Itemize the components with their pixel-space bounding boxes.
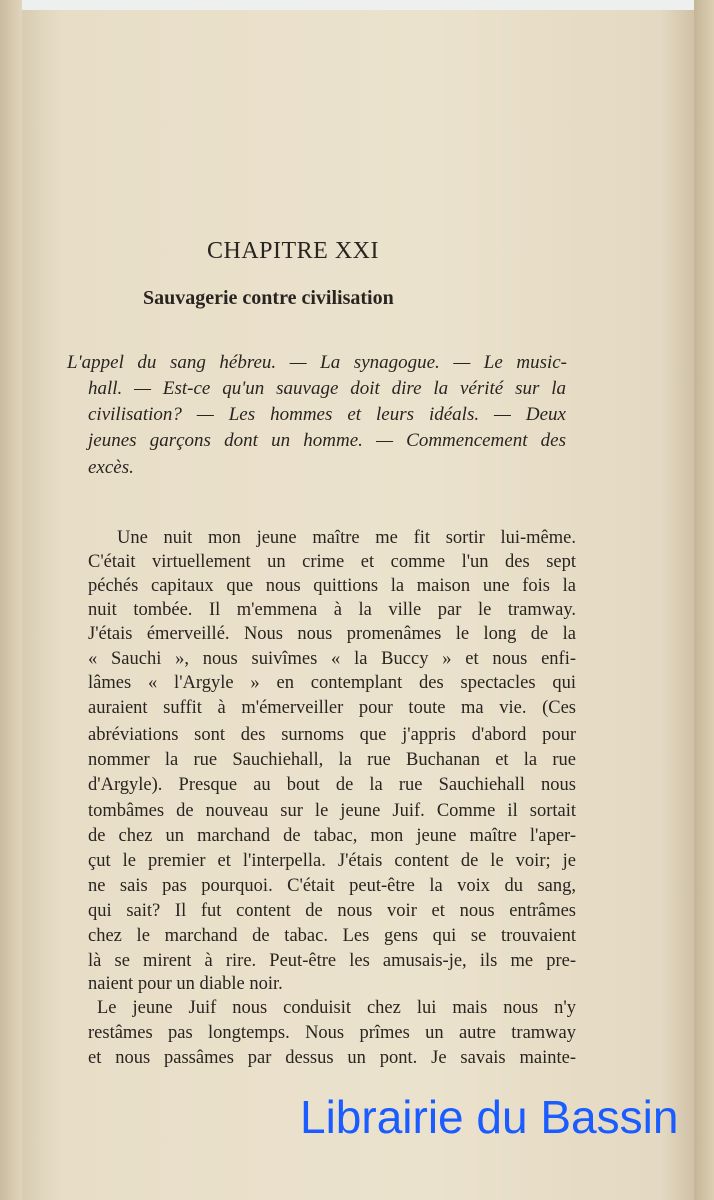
body-line: nommer la rue Sauchiehall, la rue Buchanan et la rue: [88, 750, 576, 770]
chapter-title: CHAPITRE XXI: [207, 238, 379, 264]
summary-line: hall. — Est-ce qu'un sauvage doit dire la vérité sur la: [88, 378, 566, 399]
body-line: auraient suffit à m'émerveiller pour toute ma vie. (Ces: [88, 698, 576, 718]
body-line: Le jeune Juif nous conduisit chez lui mais nous n'y: [97, 998, 576, 1018]
body-line: tombâmes de nouveau sur le jeune Juif. Comme il sortait: [88, 801, 576, 821]
body-line: de chez un marchand de tabac, mon jeune maître l'aper-: [88, 826, 576, 846]
body-line: C'était virtuellement un crime et comme l'un des sept: [88, 552, 576, 572]
body-line: « Sauchi », nous suivîmes « la Buccy » et nous enfi-: [88, 649, 576, 669]
body-line: ne sais pas pourquoi. C'était peut-être la voix du sang,: [88, 876, 576, 896]
body-line: d'Argyle). Presque au bout de la rue Sauchiehall nous: [88, 775, 576, 795]
summary-line: excès.: [88, 457, 134, 478]
summary-line: civilisation? — Les hommes et leurs idéals. — Deux: [88, 404, 566, 425]
body-line: J'étais émerveillé. Nous nous promenâmes le long de la: [88, 624, 576, 644]
body-line: abréviations sont des surnoms que j'appris d'abord pour: [88, 725, 576, 745]
body-line: restâmes pas longtemps. Nous prîmes un autre tramway: [88, 1023, 576, 1043]
summary-line: jeunes garçons dont un homme. — Commencement des: [88, 430, 566, 451]
body-line: chez le marchand de tabac. Les gens qui se trouvaient: [88, 926, 576, 946]
body-line: Une nuit mon jeune maître me fit sortir lui-même.: [117, 528, 576, 548]
body-line: péchés capitaux que nous quittions la maison une fois la: [88, 576, 576, 596]
summary-line: L'appel du sang hébreu. — La synagogue. — Le music-: [67, 352, 567, 373]
body-line: là se mirent à rire. Peut-être les amusais-je, ils me pre-: [88, 951, 576, 971]
watermark: Librairie du Bassin: [300, 1091, 679, 1143]
body-line: çut le premier et l'interpella. J'étais content de le voir; je: [88, 851, 576, 871]
body-line: et nous passâmes par dessus un pont. Je savais mainte-: [88, 1048, 576, 1068]
body-line: naient pour un diable noir.: [88, 974, 283, 994]
chapter-subtitle: Sauvagerie contre civilisation: [143, 287, 394, 309]
body-line: qui sait? Il fut content de nous voir et nous entrâmes: [88, 901, 576, 921]
page-stack-edge: [694, 0, 714, 1200]
previous-page-edge: [0, 0, 22, 1200]
body-line: lâmes « l'Argyle » en contemplant des spectacles qui: [88, 673, 576, 693]
body-line: nuit tombée. Il m'emmena à la ville par le tramway.: [88, 600, 576, 620]
